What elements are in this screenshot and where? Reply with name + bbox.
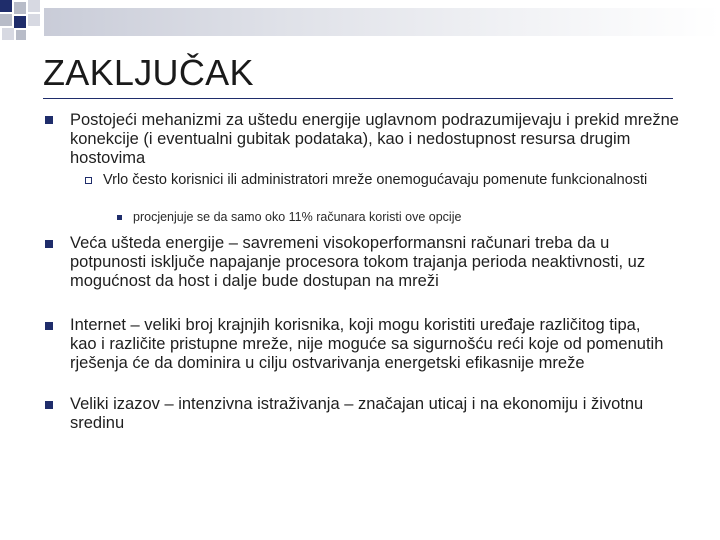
title-underline [43,98,673,99]
bullet-text: procjenjuje se da samo oko 11% računara koristi ove opcije [133,210,462,224]
slide-title: ZAKLJUČAK [43,52,254,93]
corner-square-decoration [14,2,26,14]
bullet-square-icon [45,240,53,248]
bullet-text: Veliki izazov – intenzivna istraživanja – značajan uticaj i na ekonomiju i životnu sredinu [70,395,644,432]
bullet-square-icon [45,116,53,124]
bullet-square-icon [45,401,53,409]
corner-square-decoration [28,14,40,26]
bullet-hollow-square-icon [85,177,92,184]
bullet-text: Postojeći mehanizmi za uštedu energije uglavnom podrazumijevaju i prekid mrežne konekcije (i eventualni gubitak podataka), kao i nedostupnost resursa drugim hostovima [70,111,679,167]
corner-square-decoration [0,0,12,12]
header-gradient-band [44,8,720,36]
corner-square-decoration [28,0,40,12]
bullet-square-icon [45,322,53,330]
bullet-small-square-icon [117,215,122,220]
bullet-text: Internet – veliki broj krajnjih korisnika, koji mogu koristiti uređaje različitog tipa, kao i različite pristupne mreže, nije moguće sa sigurnošću reći koje od pomenutih rješenja će da dominira u cilju ostvarivanja energetski efikasnije mreže [70,316,664,372]
corner-square-decoration [16,30,26,40]
bullet-text: Veća ušteda energije – savremeni visokoperformansni računari treba da u potpunosti isključe napajanje procesora tokom trajanja perioda neaktivnosti, uz mogućnost da host i dalje bude dostupan na mreži [70,234,646,290]
corner-square-decoration [14,16,26,28]
bullet-text: Vrlo često korisnici ili administratori mreže onemogućavaju pomenute funkcionalnosti [103,172,648,188]
corner-square-decoration [2,28,14,40]
corner-square-decoration [0,14,12,26]
